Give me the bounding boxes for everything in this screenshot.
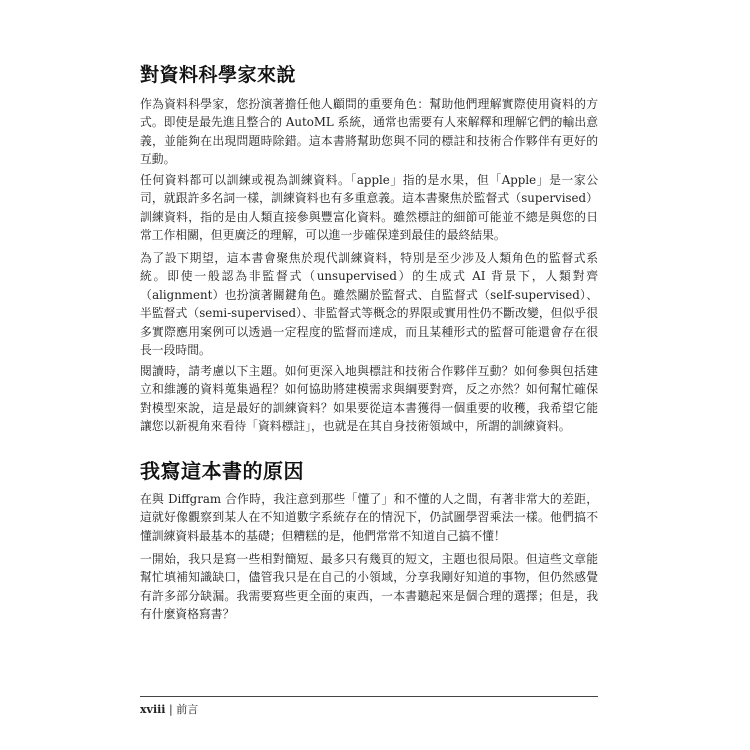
section-heading-for-data-scientists: 對資料科學家來說 (140, 64, 297, 86)
paragraph: 閱讀時，請考慮以下主題。如何更深入地與標註和技術合作夥伴互動？如何參與包括建立和維護的資料蒐集過程？如何協助將建模需求與綱要對齊，反之亦然？如何幫忙確保對模型來說，這是最好的訓練資料？如果要從這本書獲得一個重要的收穫，我希望它能讓您以新視角來看待「資料標註」，也就是在其自身技術領域中，所謂的訓練資料。 (140, 364, 598, 434)
footer-divider (140, 696, 598, 697)
paragraph: 在與 Diffgram 合作時，我注意到那些「懂了」和不懂的人之間，有著非常大的差距，這就好像觀察到某人在不知道數字系統存在的情況下，仍試圖學習乘法一樣。他們搞不懂訓練資料最基本的基礎；但糟糕的是，他們常常不知道自己搞不懂！ (140, 492, 598, 543)
section-heading-why-i-wrote: 我寫這本書的原因 (140, 459, 304, 483)
paragraph: 任何資料都可以訓練或視為訓練資料。「apple」指的是水果，但「Apple」是一家公司，就跟許多名詞一樣，訓練資料也有多重意義。這本書聚焦於監督式（supervised）訓練資料，指的是由人類直接參與豐富化資料。雖然標註的細節可能並不總是與您的日常工作相關，但更廣泛的理解，可以進一步確保達到最佳的最終結果。 (140, 173, 598, 243)
paragraph: 為了設下期望，這本書會聚焦於現代訓練資料，特別是至少涉及人類角色的監督式系統。即使一般認為非監督式（unsupervised）的生成式 AI 背景下，人類對齊（alignment）也扮演著關鍵角色。雖然關於監督式、自監督式（self-supervised）、半監督式（semi-supervised）、非監督式等概念的界限或實用性仍不斷改變，但似乎很多實際應用案例可以透過一定程度的監督而達成，而且某種形式的監督可能還會存在很長一段時間。 (140, 251, 598, 358)
paragraph: 作為資料科學家，您扮演著擔任他人顧問的重要角色：幫助他們理解實際使用資料的方式。即使是最先進且整合的 AutoML 系統，通常也需要有人來解釋和理解它們的輸出意義，並能夠在出現問題時除錯。這本書將幫助您與不同的標註和技術合作夥伴有更好的互動。 (140, 97, 598, 167)
page-footer (140, 701, 198, 717)
footer-separator: | (169, 703, 173, 716)
footer-section-name: 前言 (176, 703, 199, 716)
page-number: xviii (140, 703, 166, 716)
paragraph: 一開始，我只是寫一些相對簡短、最多只有幾頁的短文，主題也很局限。但這些文章能幫忙填補知識缺口，儘管我只是在自己的小領域，分享我剛好知道的事物，但仍然感覺有許多部分缺漏。我需要寫些更全面的東西，一本書聽起來是個合理的選擇；但是，我有什麼資格寫書？ (140, 552, 598, 622)
